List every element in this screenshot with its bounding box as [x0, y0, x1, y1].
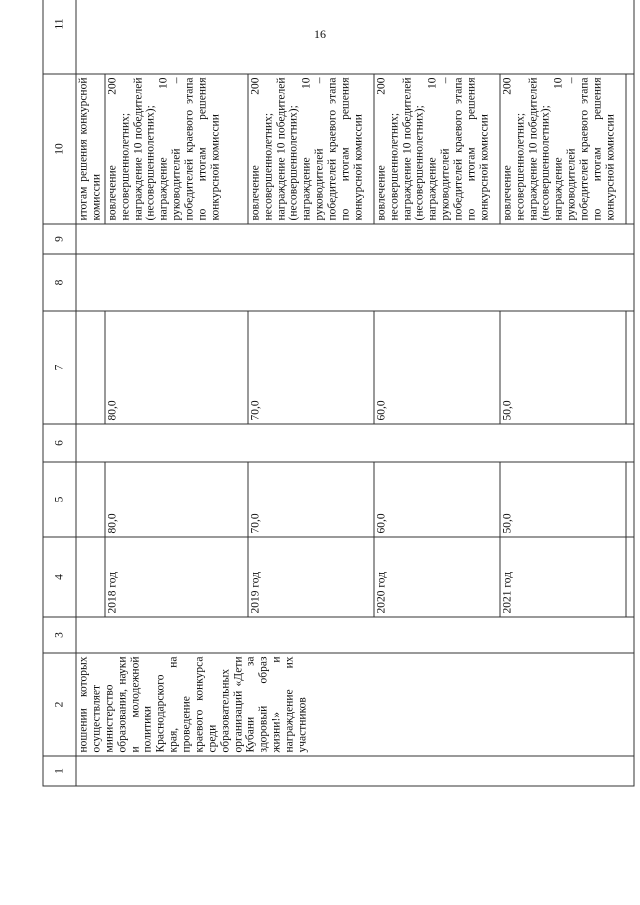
header-cell: 8 [43, 254, 76, 311]
header-cell: 3 [43, 617, 76, 653]
header-cell: 6 [43, 424, 76, 462]
value-col5: 80,0 [105, 462, 248, 537]
cell-empty [626, 462, 634, 537]
header-cell: 7 [43, 311, 76, 424]
cell-col6 [76, 424, 634, 462]
result-text: вовлечение 200 несовершеннолетних; награждение 10 победителей (несовершеннолетних); награждение 10 руководителей – победителей краевого этапа по итогам решения конкурсной комиссии [105, 74, 248, 224]
cell-col1 [76, 756, 634, 786]
value-col5: 70,0 [248, 462, 374, 537]
cell-empty [626, 74, 634, 224]
header-cell: 11 [43, 0, 76, 74]
cell-col9 [76, 224, 634, 254]
year-cell: 2021 год [500, 537, 626, 617]
cell-col8 [76, 254, 634, 311]
value-col7: 50,0 [500, 311, 626, 424]
year-cell: 2018 год [105, 537, 248, 617]
result-text: вовлечение 200 несовершеннолетних; награждение 10 победителей (несовершеннолетних); награждение 10 руководителей – победителей краевого этапа по итогам решения конкурсной комиссии [500, 74, 626, 224]
cell-empty [76, 462, 105, 537]
value-col5: 60,0 [374, 462, 500, 537]
header-cell: 2 [43, 653, 76, 756]
table-row [76, 0, 105, 786]
cell-col3 [76, 617, 634, 653]
header-row [43, 0, 76, 786]
result-intro: итогам решения конкурсной комиссии [76, 74, 105, 224]
cell-col11 [76, 0, 634, 74]
year-cell: 2020 год [374, 537, 500, 617]
year-cell: 2019 год [248, 537, 374, 617]
header-cell: 10 [43, 74, 76, 224]
result-text: вовлечение 200 несовершеннолетних; награждение 10 победителей (несовершеннолетних); награждение 10 руководителей – победителей краевого этапа по итогам решения конкурсной комиссии [374, 74, 500, 224]
value-col7: 60,0 [374, 311, 500, 424]
cell-empty [76, 311, 105, 424]
page-number: 16 [314, 27, 326, 41]
rotated-table-container [43, 0, 617, 787]
cell-empty [626, 537, 634, 617]
value-col7: 80,0 [105, 311, 248, 424]
value-col7: 70,0 [248, 311, 374, 424]
header-cell: 1 [43, 756, 76, 786]
cell-empty [76, 537, 105, 617]
result-text: вовлечение 200 несовершеннолетних; награждение 10 победителей (несовершеннолетних); награждение 10 руководителей – победителей краевого этапа по итогам решения конкурсной комиссии [248, 74, 374, 224]
cell-empty [626, 311, 634, 424]
header-cell: 4 [43, 537, 76, 617]
header-cell: 9 [43, 224, 76, 254]
header-cell: 5 [43, 462, 76, 537]
event-description: ношении которых осуществляет министерство образования, науки и молодежной политики Краснодарского края, на проведение краевого конкурса среди образовательных организаций «Дети Кубани за здоровый образ жизни!» и награждение их участников [76, 653, 634, 756]
program-table [43, 0, 635, 787]
value-col5: 50,0 [500, 462, 626, 537]
